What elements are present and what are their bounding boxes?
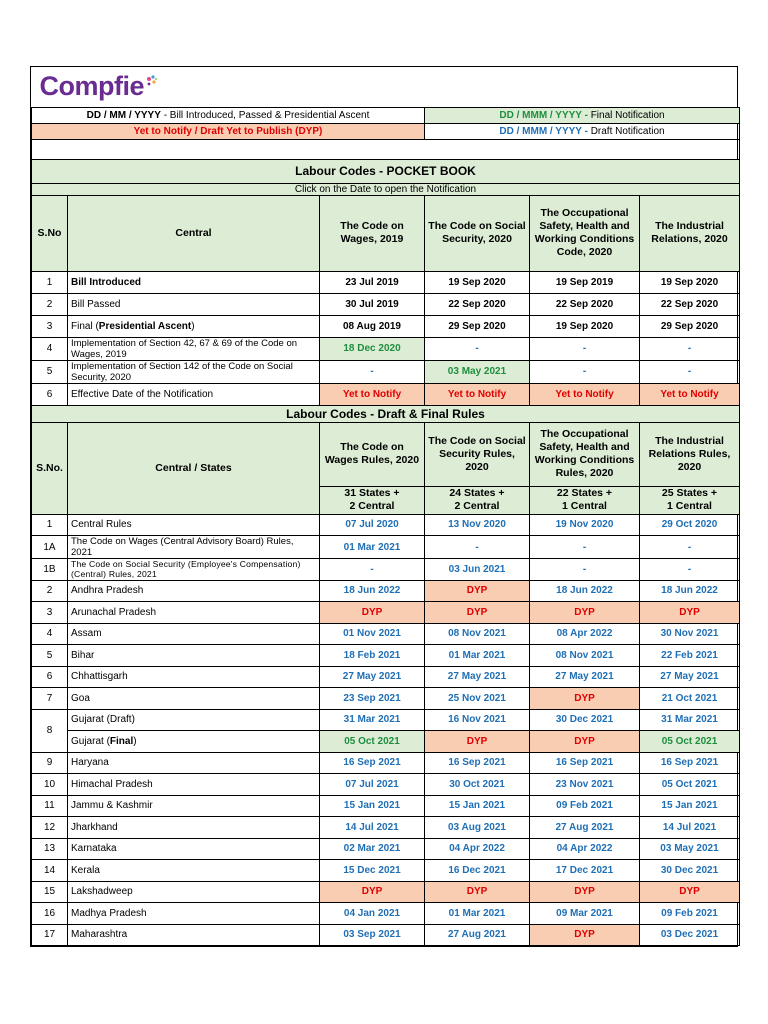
row-label: Jammu & Kashmir — [68, 795, 320, 817]
date-link[interactable]: 09 Feb 2021 — [530, 795, 640, 817]
row-sno: 10 — [32, 774, 68, 796]
pocket-book-title-row — [32, 159, 740, 183]
pocket-book-sheet — [30, 66, 738, 947]
date-link[interactable]: 29 Sep 2020 — [425, 315, 530, 337]
date-link[interactable]: 01 Mar 2021 — [320, 536, 425, 559]
row-sno: 1B — [32, 559, 68, 581]
row-label: Bihar — [68, 645, 320, 667]
header-sno: S.No — [32, 195, 68, 271]
date-link[interactable]: 30 Oct 2021 — [425, 774, 530, 796]
date-link[interactable]: 02 Mar 2021 — [320, 838, 425, 860]
date-link[interactable]: 14 Jul 2021 — [320, 817, 425, 839]
date-link[interactable]: 03 Sep 2021 — [320, 924, 425, 946]
dyp-cell: DYP — [530, 731, 640, 753]
click-note-row — [32, 183, 740, 195]
date-link[interactable]: 15 Jan 2021 — [320, 795, 425, 817]
labour-codes-table — [31, 67, 740, 946]
row-label: Kerala — [68, 860, 320, 882]
rules-row — [32, 924, 740, 946]
date-link[interactable]: 22 Feb 2021 — [640, 645, 740, 667]
legend-draft: DD / MMM / YYYY - Draft Notification — [425, 123, 740, 139]
click-note: Click on the Date to open the Notification — [32, 183, 740, 195]
date-link[interactable]: 31 Mar 2021 — [320, 709, 425, 731]
legend-bill: DD / MM / YYYY - Bill Introduced, Passed & Presidential Ascent — [32, 107, 425, 123]
date-link[interactable]: 27 May 2021 — [425, 666, 530, 688]
header-code-osh: The Occupational Safety, Health and Working Conditions Code, 2020 — [530, 195, 640, 271]
date-link[interactable]: 18 Jun 2022 — [640, 580, 740, 602]
row-label: Maharashtra — [68, 924, 320, 946]
date-link[interactable]: 04 Jan 2021 — [320, 903, 425, 925]
rules-header-wages: The Code on Wages Rules, 2020 — [320, 422, 425, 486]
row-sno: 15 — [32, 881, 68, 903]
empty-cell: - — [640, 559, 740, 581]
row-sno: 6 — [32, 666, 68, 688]
date-link[interactable]: 30 Nov 2021 — [640, 623, 740, 645]
row-label: Andhra Pradesh — [68, 580, 320, 602]
date-link[interactable]: 03 Jun 2021 — [425, 559, 530, 581]
pb-row-2: 2 Bill Passed 30 Jul 2019 22 Sep 2020 22 Sep 2020 22 Sep 2020 — [32, 293, 740, 315]
date-link[interactable]: 09 Feb 2021 — [640, 903, 740, 925]
pocket-book-title: Labour Codes - POCKET BOOK — [32, 159, 740, 183]
rules-header-social-security: The Code on Social Security Rules, 2020 — [425, 422, 530, 486]
date-link[interactable]: 19 Sep 2019 — [530, 271, 640, 293]
pb-row-3: 3 Final (Presidential Ascent) 08 Aug 2019 29 Sep 2020 19 Sep 2020 29 Sep 2020 — [32, 315, 740, 337]
date-link[interactable]: 15 Dec 2021 — [320, 860, 425, 882]
rules-header-central-states: Central / States — [68, 422, 320, 514]
rules-row — [32, 881, 740, 903]
dyp-cell: DYP — [425, 881, 530, 903]
rules-row — [32, 514, 740, 536]
empty-cell: - — [530, 559, 640, 581]
date-link[interactable]: 05 Oct 2021 — [640, 774, 740, 796]
rules-title: Labour Codes - Draft & Final Rules — [32, 405, 740, 422]
dyp-cell: DYP — [425, 731, 530, 753]
rules-row — [32, 602, 740, 624]
dyp-cell: DYP — [425, 602, 530, 624]
row-sno: 7 — [32, 688, 68, 710]
dyp-cell: DYP — [530, 602, 640, 624]
pocket-book-header-row — [32, 195, 740, 271]
rules-row — [32, 688, 740, 710]
count-industrial-relations: 25 States + 1 Central — [640, 486, 740, 514]
row-label: Madhya Pradesh — [68, 903, 320, 925]
rules-row — [32, 860, 740, 882]
rules-row — [32, 903, 740, 925]
pb-row-1: 1 Bill Introduced 23 Jul 2019 19 Sep 2020 19 Sep 2019 19 Sep 2020 — [32, 271, 740, 293]
row-label: Goa — [68, 688, 320, 710]
date-link[interactable]: 08 Aug 2019 — [320, 315, 425, 337]
empty-cell: - — [425, 536, 530, 559]
date-link[interactable]: 13 Nov 2020 — [425, 514, 530, 536]
row-sno: 1 — [32, 514, 68, 536]
date-link[interactable]: 16 Sep 2021 — [530, 752, 640, 774]
date-link[interactable]: 15 Jan 2021 — [425, 795, 530, 817]
rules-row — [32, 645, 740, 667]
row-sno: 16 — [32, 903, 68, 925]
header-code-social-security: The Code on Social Security, 2020 — [425, 195, 530, 271]
legend-row-1 — [32, 107, 740, 123]
date-link[interactable]: 04 Apr 2022 — [425, 838, 530, 860]
date-link[interactable]: 07 Jul 2021 — [320, 774, 425, 796]
date-link[interactable]: 05 Oct 2021 — [320, 731, 425, 753]
date-link[interactable]: 22 Sep 2020 — [425, 293, 530, 315]
rules-row — [32, 795, 740, 817]
row-sno: 12 — [32, 817, 68, 839]
date-link[interactable]: 27 May 2021 — [640, 666, 740, 688]
pb-row-6: 6 Effective Date of the Notification Yet to Notify Yet to Notify Yet to Notify Yet to Notify — [32, 383, 740, 405]
row-label: The Code on Wages (Central Advisory Board) Rules, 2021 — [68, 536, 320, 559]
compfie-logo: Compfie — [35, 71, 145, 102]
date-link[interactable]: 23 Jul 2019 — [320, 271, 425, 293]
date-link[interactable]: 27 May 2021 — [320, 666, 425, 688]
date-link[interactable]: 04 Apr 2022 — [530, 838, 640, 860]
date-link[interactable]: 30 Dec 2021 — [640, 860, 740, 882]
spacer-row — [32, 139, 740, 159]
date-link[interactable]: 08 Nov 2021 — [425, 623, 530, 645]
dyp-cell: DYP — [425, 580, 530, 602]
date-link[interactable]: 03 Dec 2021 — [640, 924, 740, 946]
dyp-cell: DYP — [640, 602, 740, 624]
date-link[interactable]: 08 Apr 2022 — [530, 623, 640, 645]
rules-title-row — [32, 405, 740, 422]
row-sno: 13 — [32, 838, 68, 860]
rules-row — [32, 774, 740, 796]
rules-header-industrial-relations: The Industrial Relations Rules, 2020 — [640, 422, 740, 486]
dyp-cell: DYP — [530, 688, 640, 710]
date-link[interactable]: 19 Sep 2020 — [530, 315, 640, 337]
date-link[interactable]: 18 Feb 2021 — [320, 645, 425, 667]
legend-row-2 — [32, 123, 740, 139]
count-social-security: 24 States + 2 Central — [425, 486, 530, 514]
date-link[interactable]: 27 Aug 2021 — [530, 817, 640, 839]
row-label: The Code on Social Security (Employee's Compensation) (Central) Rules, 2021 — [68, 559, 320, 581]
row-sno: 2 — [32, 580, 68, 602]
empty-cell: - — [530, 536, 640, 559]
date-link[interactable]: 05 Oct 2021 — [640, 731, 740, 753]
date-link[interactable]: 18 Dec 2020 — [320, 337, 425, 360]
legend-final: DD / MMM / YYYY - Final Notification — [425, 107, 740, 123]
date-link[interactable]: 21 Oct 2021 — [640, 688, 740, 710]
rules-body — [32, 514, 740, 946]
row-sno: 9 — [32, 752, 68, 774]
date-link[interactable]: 01 Mar 2021 — [425, 903, 530, 925]
row-sno: 1A — [32, 536, 68, 559]
empty-cell: - — [640, 536, 740, 559]
rules-header-row — [32, 422, 740, 486]
row-sno: 4 — [32, 623, 68, 645]
row-sno: 17 — [32, 924, 68, 946]
rules-row — [32, 838, 740, 860]
date-link[interactable]: 15 Jan 2021 — [640, 795, 740, 817]
rules-row — [32, 731, 740, 753]
date-link[interactable]: 19 Nov 2020 — [530, 514, 640, 536]
count-osh: 22 States + 1 Central — [530, 486, 640, 514]
row-sno: 8 — [32, 709, 68, 752]
row-sno: 14 — [32, 860, 68, 882]
row-label: Chhattisgarh — [68, 666, 320, 688]
row-label: Arunachal Pradesh — [68, 602, 320, 624]
row-sno: 3 — [32, 602, 68, 624]
legend-dyp: Yet to Notify / Draft Yet to Publish (DYP) — [32, 123, 425, 139]
date-link[interactable]: 07 Jul 2020 — [320, 514, 425, 536]
empty-cell: - — [320, 559, 425, 581]
dyp-cell: DYP — [530, 924, 640, 946]
rules-row — [32, 752, 740, 774]
row-label: Central Rules — [68, 514, 320, 536]
rules-row — [32, 580, 740, 602]
date-link[interactable]: 16 Sep 2021 — [640, 752, 740, 774]
row-label: Assam — [68, 623, 320, 645]
date-link[interactable]: 16 Nov 2021 — [425, 709, 530, 731]
date-link[interactable]: 01 Mar 2021 — [425, 645, 530, 667]
date-link[interactable]: 27 May 2021 — [530, 666, 640, 688]
row-label: Karnataka — [68, 838, 320, 860]
date-link[interactable]: 31 Mar 2021 — [640, 709, 740, 731]
date-link[interactable]: 08 Nov 2021 — [530, 645, 640, 667]
date-link[interactable]: 25 Nov 2021 — [425, 688, 530, 710]
date-link[interactable]: 16 Sep 2021 — [320, 752, 425, 774]
date-link[interactable]: 29 Oct 2020 — [640, 514, 740, 536]
pb-row-5: 5 Implementation of Section 142 of the Code on Social Security, 2020 - 03 May 2021 - - — [32, 360, 740, 383]
rules-header-osh: The Occupational Safety, Health and Working Conditions Rules, 2020 — [530, 422, 640, 486]
rules-header-sno: S.No. — [32, 422, 68, 514]
row-sno: 11 — [32, 795, 68, 817]
rules-row — [32, 817, 740, 839]
date-link[interactable]: 30 Dec 2021 — [530, 709, 640, 731]
date-link[interactable]: 27 Aug 2021 — [425, 924, 530, 946]
rules-row — [32, 623, 740, 645]
rules-row — [32, 536, 740, 559]
row-label: Gujarat (Draft) — [68, 709, 320, 731]
dyp-cell: DYP — [320, 602, 425, 624]
date-link[interactable]: 03 May 2021 — [640, 838, 740, 860]
rules-row — [32, 709, 740, 731]
date-link[interactable]: 01 Nov 2021 — [320, 623, 425, 645]
date-link[interactable]: 03 Aug 2021 — [425, 817, 530, 839]
date-link[interactable]: 22 Sep 2020 — [640, 293, 740, 315]
row-label: Haryana — [68, 752, 320, 774]
date-link[interactable]: 30 Jul 2019 — [320, 293, 425, 315]
date-link[interactable]: 18 Jun 2022 — [530, 580, 640, 602]
header-central: Central — [68, 195, 320, 271]
dyp-cell: DYP — [640, 881, 740, 903]
pb-row-4: 4 Implementation of Section 42, 67 & 69 of the Code on Wages, 2019 18 Dec 2020 - - - — [32, 337, 740, 360]
row-label: Jharkhand — [68, 817, 320, 839]
row-label: Lakshadweep — [68, 881, 320, 903]
date-link[interactable]: 16 Sep 2021 — [425, 752, 530, 774]
header-code-industrial-relations: The Industrial Relations, 2020 — [640, 195, 740, 271]
date-link[interactable]: 03 May 2021 — [425, 360, 530, 383]
date-link[interactable]: 23 Nov 2021 — [530, 774, 640, 796]
date-link[interactable]: 09 Mar 2021 — [530, 903, 640, 925]
date-link[interactable]: 19 Sep 2020 — [640, 271, 740, 293]
count-wages: 31 States + 2 Central — [320, 486, 425, 514]
rules-row — [32, 666, 740, 688]
header-code-wages: The Code on Wages, 2019 — [320, 195, 425, 271]
dyp-cell: DYP — [530, 881, 640, 903]
row-sno: 5 — [32, 645, 68, 667]
date-link[interactable]: 23 Sep 2021 — [320, 688, 425, 710]
date-link[interactable]: 14 Jul 2021 — [640, 817, 740, 839]
date-link[interactable]: 19 Sep 2020 — [425, 271, 530, 293]
date-link[interactable]: 29 Sep 2020 — [640, 315, 740, 337]
date-link[interactable]: 17 Dec 2021 — [530, 860, 640, 882]
logo-star-icon — [144, 74, 158, 88]
date-link[interactable]: 22 Sep 2020 — [530, 293, 640, 315]
dyp-cell: DYP — [320, 881, 425, 903]
row-label: Gujarat (Final) — [68, 731, 320, 753]
rules-row — [32, 559, 740, 581]
date-link[interactable]: 18 Jun 2022 — [320, 580, 425, 602]
logo-row — [32, 67, 740, 107]
date-link[interactable]: 16 Dec 2021 — [425, 860, 530, 882]
row-label: Himachal Pradesh — [68, 774, 320, 796]
